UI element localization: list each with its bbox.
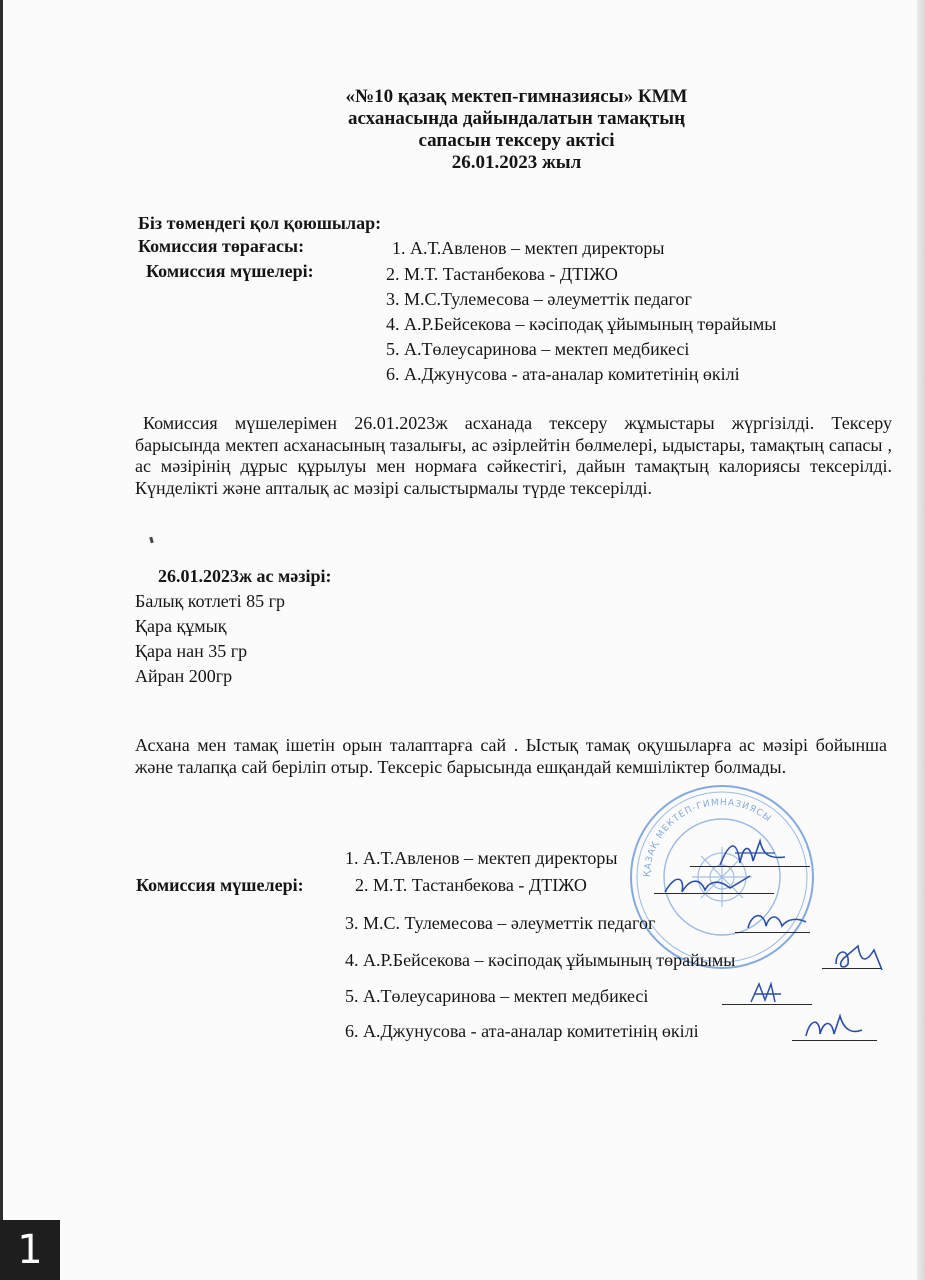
commission-member-4: 4. А.Р.Бейсекова – кәсіподақ ұйымының төрайымы <box>386 314 777 334</box>
handwritten-signature-5 <box>745 976 795 1008</box>
intro-text: Біз төмендегі қол қоюшылар: <box>138 213 382 233</box>
commission-member-1: 1. А.Т.Авленов – мектеп директоры <box>392 238 665 258</box>
signature-line-2: 2. М.Т. Тастанбекова - ДТІЖО <box>355 875 587 895</box>
page-edge <box>917 0 925 1280</box>
handwritten-signature-3 <box>742 906 812 936</box>
title-line-3: сапасын тексеру актісі <box>418 130 615 151</box>
signature-line-1: 1. А.Т.Авленов – мектеп директоры <box>345 848 618 868</box>
title-date: 26.01.2023 жыл <box>451 152 582 173</box>
members-label: Комиссия мүшелері: <box>146 261 314 281</box>
handwritten-signature-2 <box>660 868 760 904</box>
menu-item: Айран 200гр <box>135 666 233 686</box>
handwritten-signature-4 <box>830 940 890 976</box>
conclusion-paragraph: Асхана мен тамақ ішетін орын талаптарға сай . Ыстық тамақ оқушыларға ас мәзірі бойынша және талапқа сай беріліп отыр. Тексеріс барысында ешқандай кемшіліктер болмады. <box>135 735 887 777</box>
menu-item: Қара нан 35 гр <box>135 641 248 661</box>
handwritten-signature-6 <box>800 1010 870 1044</box>
chair-label: Комиссия төрағасы: <box>138 236 305 256</box>
commission-member-5: 5. А.Төлеусаринова – мектеп медбикесі <box>386 339 690 359</box>
stamp-text: ҚАЗАҚ МЕКТЕП-ГИМНАЗИЯСЫ <box>642 797 774 878</box>
commission-member-2: 2. М.Т. Тастанбекова - ДТІЖО <box>386 264 618 284</box>
signature-line-6: 6. А.Джунусова - ата-аналар комитетінің өкілі <box>345 1021 699 1041</box>
page-number-badge: 1 <box>0 1220 60 1280</box>
signatures-label: Комиссия мүшелері: <box>136 875 304 895</box>
signature-line-4: 4. А.Р.Бейсекова – кәсіподақ ұйымының төрайымы <box>345 950 736 970</box>
document-title <box>0 86 925 174</box>
title-line-1: «№10 қазақ мектеп-гимназиясы» КММ <box>345 86 688 107</box>
title-line-2: асханасында дайындалатын тамақтың <box>347 108 686 129</box>
menu-item: Балық котлеті 85 гр <box>135 591 286 611</box>
commission-member-3: 3. М.С.Тулемесова – әлеуметтік педагог <box>386 289 692 309</box>
inspection-paragraph: Комиссия мүшелерімен 26.01.2023ж асханада тексеру жұмыстары жүргізілді. Тексеру барысында мектеп асханасының тазалығы, ас әзірлейтін бөлмелері, ыдыстары, тамақтың сапасы , ас мәзірінің дұрыс құрылуы мен нормаға сәйкестігі, дайын тамақтың калориясы тексерілді. Күнделікті және апталық ас мәзірі салыстырмалы түрде тексерілді. <box>135 413 892 498</box>
menu-heading: 26.01.2023ж ас мәзірі: <box>158 566 332 586</box>
signature-line-3: 3. М.С. Тулемесова – әлеуметтік педагог <box>345 913 656 933</box>
menu-item: Қара құмық <box>135 616 227 636</box>
signature-line-5: 5. А.Төлеусаринова – мектеп медбикесі <box>345 986 649 1006</box>
commission-member-6: 6. А.Джунусова - ата-аналар комитетінің өкілі <box>386 364 740 384</box>
